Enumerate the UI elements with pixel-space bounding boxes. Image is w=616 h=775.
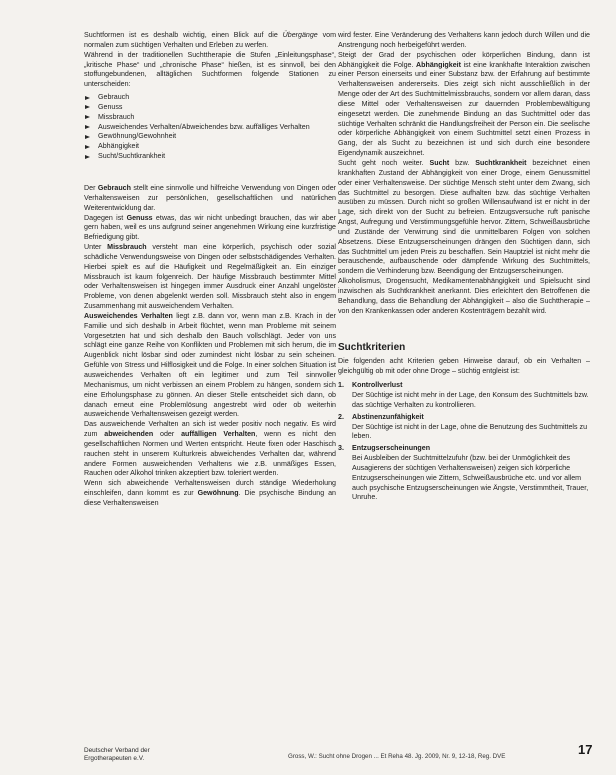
list-item: Abhängigkeit [84, 142, 336, 152]
paragraph-abweichend: Das ausweichende Verhalten an sich ist weder positiv noch negativ. Es wird zum abweichenden oder auffälligen Verhalten, wenn es nicht den gesellschaftlichen Normen und Werten entspricht. Heute fixen oder Haschisch rauchen steht in unserem Kulturkreis abweichendes Verhalten dar, während andere Formen ausweichenden Verhaltens wie z.B. unmäßiges Essen, Rauchen oder Alkohol trinken akzeptiert bzw. toleriert werden. [84, 420, 337, 478]
list-item: Missbrauch [84, 113, 336, 123]
paragraph-formen: Alkoholismus, Drogensucht, Medikamentenabhängigkeit und Spielsucht sind inzwischen als Suchtkrankheit anerkannt. Dies erleichtert den Betroffenen die Behandlung, dass die Behandlung der Abhängigkeit – also die Suchttherapie – von den Krankenkassen oder anderen Kostenträgern bezahlt wird. [338, 277, 590, 315]
criterion-title: Abstinenzunfähigkeit [352, 412, 424, 421]
list-item: Gewöhnung/Gewohnheit [84, 132, 336, 142]
criterion-text: Der Süchtige ist nicht in der Lage, ohne die Benutzung des Suchtmittels zu leben. [352, 422, 588, 441]
paragraph-phases: Während in der traditionellen Suchttherapie die Stufen „Einleitungsphase“, „kritische Phase“ und „chronische Phase“ hießen, ist es sinnvoll, bei den stoffungebundenen, alltäglichen Suchtformen folgende Stationen zu unterscheiden: [84, 50, 336, 89]
criteria-list [338, 381, 590, 503]
paragraph-gewoehnung: Wenn sich abweichende Verhaltensweisen durch ständige Wiederholung einschleifen, dann kommt es zur Gewöhnung. Die psychische Bindung an diese Verhaltensweisen [84, 479, 337, 507]
page-number: 17 [578, 742, 593, 757]
list-item: Genuss [84, 103, 336, 113]
criterion-number: 2. [338, 412, 344, 421]
footer-organization [84, 747, 204, 763]
footer-citation: Gross, W.: Sucht ohne Drogen ... Et Reha 48. Jg. 2009, Nr. 9, 12-18, Reg. DVE [288, 753, 506, 760]
list-item: Sucht/Suchtkrankheit [84, 152, 336, 162]
footer-org-line: Deutscher Verband der [84, 747, 150, 754]
paragraph-gebrauch: Der Gebrauch stellt eine sinnvolle und hilfreiche Verwendung von Dingen oder Verhaltensweisen zur persönlichen, gesellschaftlichen und natürlichen Weiterentwicklung dar. [84, 183, 336, 212]
footer-org-line: Ergotherapeuten e.V. [84, 755, 145, 762]
criterion-number: 3. [338, 444, 344, 453]
criterion-title: Entzugserscheinungen [352, 444, 431, 453]
criterion-title: Kontrollverlust [352, 381, 403, 390]
list-item [338, 444, 590, 503]
right-column [338, 31, 590, 505]
paragraph-abhaengigkeit: Steigt der Grad der psychischen oder körperlichen Bindung, dann ist Abhängigkeit die Folge. Abhängigkeit ist eine krankhafte Interaktion zwischen einer Person einerseits und einer Substanz bzw. der Erfahrung auf bestimmte Verhaltensweisen andererseits. Dies zeigt sich nicht ausschließlich in der Menge oder der Art des Suchtmittelmissbrauchs, sondern vor allem daran, dass diese Mittel oder Verhaltensweisen zur dauernden Problembewältigung eingesetzt werden. Die zunehmende Bindung an das Suchtmittel oder das süchtige Verhalten schränkt die Handlungsfreiheit der Person ein. Die seelische oder körperliche Abhängigkeit von einem Suchtmittel setzt einen Prozess in Gang, der als Sucht zu bezeichnen ist und sich durch eine besondere Eigendynamik auszeichnet. [338, 50, 590, 158]
criterion-text: Bei Ausbleiben der Suchtmittelzufuhr (bzw. bei der Unmöglichkeit des Ausagierens der süchtigen Verhaltensweisen) zeigen sich körperliche Entzugserscheinungen wie Zittern, Schweißausbrüche etc. und vor allem auch psychische Entzugserscheinungen wie Ängste, Verstimmtheit, Trauer, Unruhe. [352, 454, 589, 502]
paragraph-continued: wird fester. Eine Veränderung des Verhaltens kann jedoch durch Willen und die Anstrengung noch herbeigeführt werden. [338, 31, 590, 49]
list-item [338, 381, 590, 411]
list-item: Ausweichendes Verhalten/Abweichendes bzw. auffälliges Verhalten [84, 123, 336, 133]
criterion-text: Der Süchtige ist nicht mehr in der Lage, den Konsum des Suchtmittels bzw. das süchtige Verhalten zu kontrollieren. [352, 391, 589, 409]
paragraph-genuss: Dagegen ist Genuss etwas, das wir nicht unbedingt brauchen, das wir aber gern haben, weil es uns aufgrund seiner angenehmen Wirkung eine kurzfristige Befriedigung gibt. [84, 213, 336, 242]
list-item [338, 413, 590, 443]
paragraph-missbrauch: Unter Missbrauch versteht man eine körperlich, psychisch oder sozial schädliche Verwendungsweise von Dingen oder selbstschädigendes Verhalten. Hierbei spielt es auf die Häufigkeit und Regelmäßigkeit an. Ein einziger Missbrauch ist kaum folgenreich. Der häufige Missbrauch bestimmter Mittel oder Verhaltensweisen ist hingegen immer Ausdruck einer Anzahl ungelöster Probleme, von denen abgelenkt werden soll. Missbrauch steht also in engem Zusammenhang mit ausweichendem Verhalten. [84, 243, 336, 311]
left-column [84, 31, 336, 509]
list-item: Gebrauch [84, 93, 336, 103]
criterion-number: 1. [338, 381, 344, 390]
paragraph-ausweichend: Ausweichendes Verhalten liegt z.B. dann vor, wenn man z.B. Krach in der Familie und sich deshalb in Arbeit flüchtet, wenn man Probleme mit seinem Vorgesetzten hat und sich deshalb den Bauch vollschlägt. Jeder von uns schlägt eine ganze Reihe von Konflikten und Problemen mit sich herum, die im Augenblick nicht lösbar sind oder zumindest nicht lösbar zu sein scheinen. Gefühle von Stress und Hilflosigkeit und die Folge. In einer solchen Situation ist ausweichendes Verhalten oft ein legitimer und zum Teil sinnvoller Mechanismus, um nicht verbissen an einem Problem zu hängen, sondern sich eine Erholungsphase zu gönnen. An dieser Stelle entscheidet sich dann, ob danach erneut eine Problemlösung angestrebt wird oder ob weiterhin ausweichende Verhaltensweisen gezeigt werden. [84, 311, 336, 419]
paragraph-sucht: Sucht geht noch weiter. Sucht bzw. Suchtkrankheit bezeichnet einen krankhaften Zustand der Abhängigkeit von einer Droge, einem Genussmittel oder einer Verhaltensweise. Der süchtige Mensch steht unter dem Zwang, sich das Suchtmittel zu besorgen. Diese aufhalten bzw. das süchtige Verhalten ausüben zu müssen. Durch nicht so großen Willensaufwand ist er nicht in der Lage, sich direkt von der Sucht zu befreien. Entzugsversuche ruft panische Angst, Aufregung und Verstimmungsgefühle hervor. Zittern, Schweißausbrüche und Zustände der Verwirrung sind die unmittelbaren Folgen von solchen Absetzens. Diese Entzugserscheinungen drängen den Süchtigen dann, sich das Suchtmittel um jeden Preis zu beschaffen. Sein Hauptziel ist nicht mehr die berauschende, aufbauschende oder dämpfende Wirkung des Suchtmittels, sondern die Verhinderung bzw. Beendigung der Entzugserscheinungen. [338, 158, 590, 276]
section-heading: Suchtkriterien [338, 342, 406, 354]
stations-list [84, 93, 336, 162]
paragraph-intro: Suchtformen ist es deshalb wichtig, einen Blick auf die Übergänge vom normalen zum süchtigen Verhalten und Erleben zu werfen. [84, 31, 336, 49]
paragraph-kriterien: Die folgenden acht Kriterien geben Hinweise darauf, ob ein Verhalten – gleichgültig ob mit oder ohne Droge – süchtig entgleist ist: [338, 357, 590, 376]
